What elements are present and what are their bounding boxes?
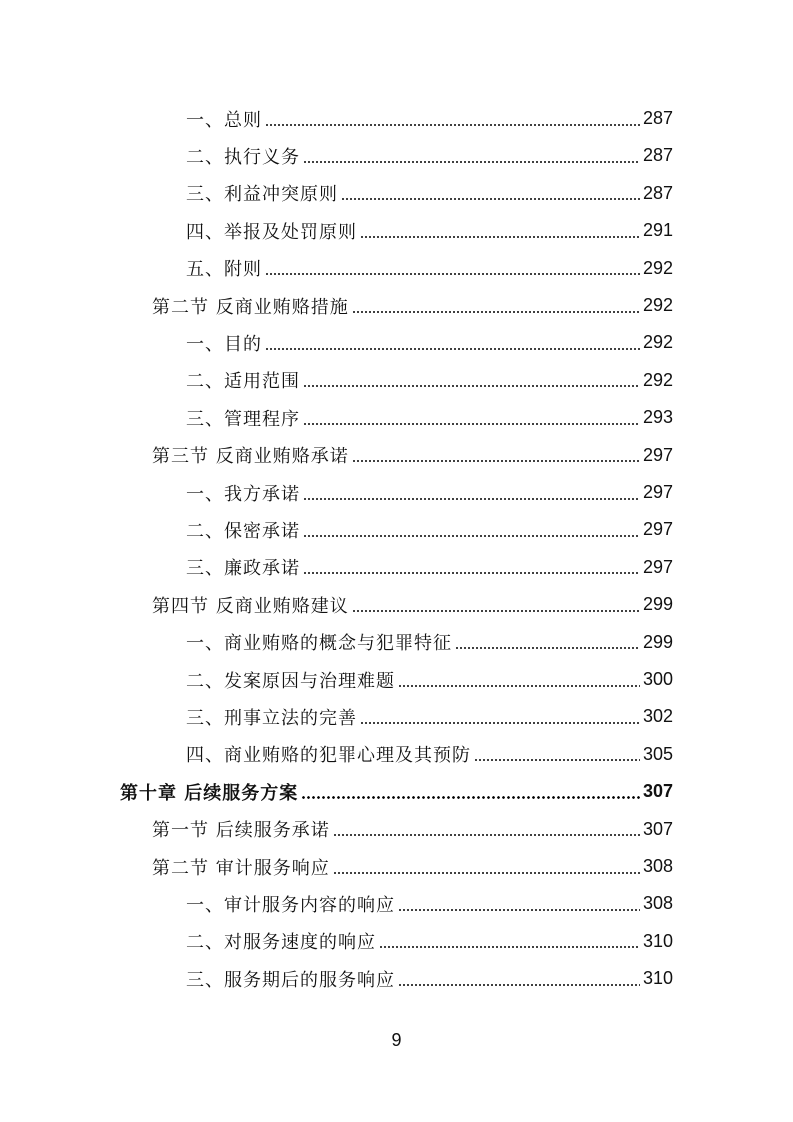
toc-entry[interactable] xyxy=(186,624,673,661)
toc-entry-page: 293 xyxy=(642,407,673,428)
toc-entry[interactable] xyxy=(186,399,673,436)
dot-leader xyxy=(474,759,640,761)
toc-entry[interactable] xyxy=(186,324,673,361)
toc-entry-page: 292 xyxy=(642,295,673,315)
toc-entry[interactable] xyxy=(186,885,673,922)
toc-entry-title: 一、总则 xyxy=(186,109,262,131)
toc-entry-title: 二、发案原因与治理难题 xyxy=(186,670,395,692)
toc-entry-page: 308 xyxy=(642,856,673,876)
toc-entry[interactable] xyxy=(152,586,673,623)
dot-leader xyxy=(398,685,640,687)
dot-leader xyxy=(303,423,640,425)
toc-entry-title: 三、利益冲突原则 xyxy=(186,184,338,206)
dot-leader xyxy=(360,722,640,724)
dot-leader xyxy=(398,909,640,911)
dot-leader xyxy=(341,198,640,200)
dot-leader xyxy=(303,498,640,500)
toc-entry[interactable] xyxy=(186,362,673,399)
toc-entry-page: 287 xyxy=(642,108,673,128)
dot-leader xyxy=(265,273,640,275)
toc-entry-title: 三、刑事立法的完善 xyxy=(186,707,357,729)
dot-leader xyxy=(303,572,640,574)
toc-entry-page: 292 xyxy=(642,257,673,278)
toc-entry-page: 302 xyxy=(642,706,673,727)
dot-leader xyxy=(398,984,640,986)
toc-entry-title: 五、附则 xyxy=(186,259,262,281)
toc-entry-title: 一、商业贿赂的概念与犯罪特征 xyxy=(186,633,452,655)
toc-entry[interactable] xyxy=(186,175,673,212)
toc-entry-title: 二、保密承诺 xyxy=(186,520,300,542)
toc-entry[interactable] xyxy=(186,661,673,698)
dot-leader xyxy=(303,161,640,163)
toc-entry[interactable] xyxy=(186,137,673,174)
toc-entry-title: 二、对服务速度的响应 xyxy=(186,932,376,954)
toc-entry[interactable] xyxy=(186,511,673,548)
page-number: 9 xyxy=(391,1030,402,1050)
toc-entry-title: 第四节 反商业贿赂建议 xyxy=(152,595,349,617)
toc-entry[interactable] xyxy=(152,848,673,885)
toc-entry[interactable] xyxy=(186,100,673,137)
toc-entry-title: 第一节 后续服务承诺 xyxy=(152,820,330,842)
dot-leader xyxy=(379,946,640,948)
toc-entry-page: 299 xyxy=(642,594,673,615)
dot-leader xyxy=(352,460,640,462)
toc-entry-title: 一、审计服务内容的响应 xyxy=(186,894,395,916)
toc-entry-page: 300 xyxy=(642,669,673,689)
toc-entry-title: 二、执行义务 xyxy=(186,146,300,168)
dot-leader xyxy=(301,796,640,799)
toc-entry[interactable] xyxy=(186,250,673,287)
dot-leader xyxy=(265,348,640,350)
toc-entry[interactable] xyxy=(152,811,673,848)
dot-leader xyxy=(303,385,640,387)
toc-entry-page: 307 xyxy=(642,818,673,839)
toc-entry-page: 287 xyxy=(642,182,673,203)
toc-entry-title: 第二节 审计服务响应 xyxy=(152,857,330,879)
toc-entry[interactable] xyxy=(186,549,673,586)
dot-leader xyxy=(360,236,640,238)
toc-entry-page: 287 xyxy=(642,145,673,166)
toc-entry-page: 292 xyxy=(642,369,673,390)
toc-entry[interactable] xyxy=(186,698,673,735)
toc-entry-page: 307 xyxy=(642,781,673,802)
toc-entry-title: 四、商业贿赂的犯罪心理及其预防 xyxy=(186,745,471,767)
dot-leader xyxy=(333,872,640,874)
toc-entry-page: 299 xyxy=(642,631,673,652)
toc-entry-title: 第十章 后续服务方案 xyxy=(120,782,299,804)
dot-leader xyxy=(303,535,640,537)
toc-entry-page: 310 xyxy=(642,930,673,951)
toc-entry-title: 三、服务期后的服务响应 xyxy=(186,969,395,991)
toc-entry-page: 297 xyxy=(642,444,673,465)
toc-entry-title: 二、适用范围 xyxy=(186,371,300,393)
dot-leader xyxy=(352,610,640,612)
toc-entry-title: 第二节 反商业贿赂措施 xyxy=(152,296,349,318)
dot-leader xyxy=(265,124,640,126)
toc-entry[interactable] xyxy=(186,923,673,960)
toc-entry-page: 297 xyxy=(642,519,673,540)
dot-leader xyxy=(333,834,640,836)
dot-leader xyxy=(352,311,640,313)
toc-entry-title: 一、目的 xyxy=(186,333,262,355)
toc-entry-title: 第三节 反商业贿赂承诺 xyxy=(152,446,349,468)
toc-entry[interactable] xyxy=(186,736,673,773)
toc-entry[interactable] xyxy=(186,212,673,249)
toc-entry-title: 一、我方承诺 xyxy=(186,483,300,505)
toc-entry[interactable] xyxy=(152,437,673,474)
toc-entry[interactable] xyxy=(186,474,673,511)
toc-entry-title: 四、举报及处罚原则 xyxy=(186,221,357,243)
toc-entry-page: 291 xyxy=(642,220,673,241)
toc-entry[interactable] xyxy=(152,287,673,324)
toc-entry-page: 292 xyxy=(642,332,673,353)
dot-leader xyxy=(455,647,640,649)
toc-entry-page: 310 xyxy=(642,968,673,989)
toc-entry-chapter[interactable] xyxy=(120,773,673,810)
toc-entry-title: 三、管理程序 xyxy=(186,408,300,430)
toc-entry-page: 308 xyxy=(642,893,673,914)
toc-entry[interactable] xyxy=(186,960,673,997)
toc-entry-page: 305 xyxy=(642,743,673,764)
toc-entry-title: 三、廉政承诺 xyxy=(186,558,300,580)
toc-entry-page: 297 xyxy=(642,482,673,502)
toc-entry-page: 297 xyxy=(642,556,673,577)
